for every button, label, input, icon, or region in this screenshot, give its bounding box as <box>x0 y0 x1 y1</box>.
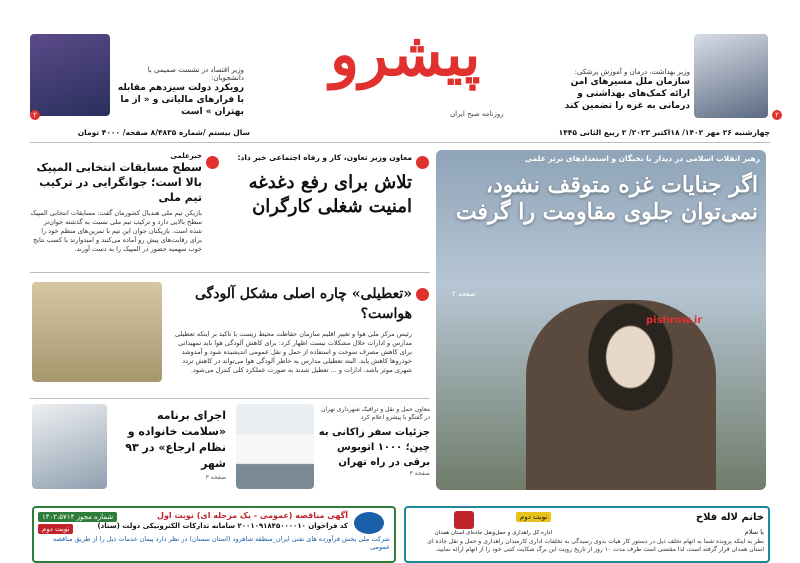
right-teaser-page: ۲ <box>772 110 782 120</box>
left-teaser-kicker: وزیر اقتصاد در نشست صمیمی با دانشجویان: <box>147 66 244 82</box>
sport-story[interactable] <box>30 152 202 254</box>
pollution-divider <box>30 272 430 273</box>
leader-figure <box>526 300 716 490</box>
logo-text: پیشرو <box>330 20 481 90</box>
family-headline: اجرای برنامه «سلامت خانواده و نظام ارجاع» در ۹۳ شهر <box>125 409 226 470</box>
ad-blue-logo <box>454 511 474 529</box>
ad-blue-body: نظر به اینکه پرونده شما به اتهام تخلف ذیل در دستور کار هیات بدوی رسیدگی به تخلفات اداری کارمندان راهداری و حمل و نقل جاده ای استان همدان قرار گرفته است، لذا مقتضی است ظرف مدت ۱۰ روز از تاریخ رویت این برگ شکایت کتبی خود را از اتهام ارائه نمایید. <box>427 538 764 553</box>
lead-kicker: رهبر انقلاب اسلامی در دیدار با نخبگان و استعدادهای برتر علمی <box>524 154 760 163</box>
minister-economy-photo <box>30 34 110 116</box>
sport-bullet <box>206 156 219 169</box>
left-teaser-page: ۲ <box>30 110 40 120</box>
lead-page: صفحه ۲ <box>452 290 476 298</box>
ad-green-pill: نوبت دوم <box>38 524 73 534</box>
right-teaser-kicker: وزیر بهداشت، درمان و آموزش پزشکی: <box>574 68 690 76</box>
date-line: چهارشنبه ۲۶ مهر ۱۴۰۲/ ۱۸اکتبر ۲۰۲۳/ ۲ ربیع الثانی ۱۴۴۵ <box>558 128 770 137</box>
bus-page: صفحه ۳ <box>409 470 430 477</box>
bus-headline: جزئیات سفر زاکانی به چین؛ ۱۰۰۰ اتوبوس برقی در راه تهران <box>318 427 430 468</box>
masthead-logo <box>330 10 480 100</box>
ad-green-number: شماره مجوز ۱۴۰۲،۵۷۱۴ <box>38 512 117 522</box>
lead-headline: اگر جنایات غزه متوقف نشود، نمی‌توان جلوی مقاومت را گرفت <box>455 172 758 225</box>
lead-story[interactable] <box>436 150 766 490</box>
ad-green-subtitle: شرکت ملی پخش فرآورده های نفتی ایران_منطقه شاهرود (استان سمنان) در نظر دارد پیمان خدمات ذیل را از طریق مناقصه عمومی <box>52 535 390 551</box>
ad-blue-title: خانم لاله فلاح <box>695 512 764 523</box>
family-story[interactable] <box>110 408 226 481</box>
sport-body: بازیکن تیم ملی هندبال کشورمان گفت: مسابقات انتخابی المپیک سطح بالایی دارد و ترکیب تیم ملی نسبت به گذشته جوان‌تر شده است. بازیکنان جوان این تیم با تمرین‌های منظم خود را برای رقابت‌های پیش رو آماده می‌کنند و امیدوارند با کسب نتایج خوب سهمیه حضور در المپیک را به دست آورند. <box>30 209 202 253</box>
pollution-bullet <box>416 288 429 301</box>
labor-kicker: معاون وزیر تعاون، کار و رفاه اجتماعی خبر داد: <box>237 153 412 162</box>
labor-story[interactable] <box>232 152 412 219</box>
bus-story[interactable] <box>318 406 430 477</box>
lead-watermark: pishrow.ir <box>646 315 703 326</box>
issue-line: سال بیستم /شماره ۸/۴۸۳۵ صفحه/ ۴۰۰۰ تومان <box>77 128 250 137</box>
sport-kicker: خبرعلمی <box>170 152 202 160</box>
left-teaser-headline: رویکرد دولت سیزدهم مقابله با فرارهای مالیاتی و « از ما بهتران » است <box>117 83 244 117</box>
ad-green-title: آگهی مناقصه (عمومی - یک مرحله ای) نوبت اول <box>157 511 348 520</box>
ad-blue[interactable] <box>404 506 770 563</box>
right-teaser-headline: سازمان ملل مسیرهای امن ارائه کمک‌های بهداشتی و درمانی به غزه را تضمین کند <box>564 77 690 111</box>
ad-green[interactable] <box>32 506 396 563</box>
pollution-headline: «تعطیلی» چاره اصلی مشکل آلودگی هواست؟ <box>194 286 412 322</box>
pollution-body: رئیس مرکز ملی هوا و تغییر اقلیم سازمان حفاظت محیط زیست با تاکید بر اینکه تعطیلی مدارس و ادارات حلال مشکلات نیست اظهار کرد: برای کاهش آلودگی هوا باید تمهیداتی برای کاهش مصرف سوخت و استفاده از حمل و نقل عمومی اندیشیده شود و آمدوشد خودروها کاهش یابد. البته تعطیلی مدارس به خاطر آلودگی هوا می‌تواند در کاهش تردد شهری موثر باشد، ادارات و ... تعطیل شدند به صورت عملکرد کلی کنترل می‌شود. <box>174 330 412 374</box>
ad-green-logo <box>354 512 384 534</box>
pollution-story[interactable] <box>170 284 412 375</box>
right-teaser[interactable] <box>560 68 690 112</box>
bus-photo <box>236 404 314 489</box>
labor-headline: تلاش برای رفع دغدغه امنیت شغلی کارگران <box>248 172 412 217</box>
minister-health-photo <box>694 34 768 118</box>
masthead-divider <box>30 142 770 143</box>
ad-blue-pill: نوبت دوم <box>516 512 551 522</box>
sport-headline: سطح مسابقات انتخابی المپیک بالا است؛ جوانگرایی در ترکیب تیم ملی <box>36 161 202 204</box>
masthead-tagline: روزنامه صبح ایران <box>450 110 504 118</box>
ad-blue-greeting: با سلام <box>744 528 764 536</box>
lower-divider <box>30 398 430 399</box>
family-photo <box>32 404 107 489</box>
ad-blue-org: اداره کل راهداری و حمل‌ونقل جاده‌ای استان همدان <box>434 530 552 536</box>
left-teaser[interactable] <box>114 66 244 118</box>
family-page: صفحه ۳ <box>205 474 226 481</box>
pollution-photo <box>32 282 162 382</box>
ad-green-tracking: کد فراخوان ۲۰۰۱۰۹۱۸۴۵۰۰۰۰۱۰ سامانه تدارکات الکترونیکی دولت (ستاد) <box>97 522 348 530</box>
bus-kicker: معاون حمل و نقل و ترافیک شهرداری تهران در گفتگو با پیشرو اعلام کرد <box>321 406 430 421</box>
labor-bullet <box>416 156 429 169</box>
